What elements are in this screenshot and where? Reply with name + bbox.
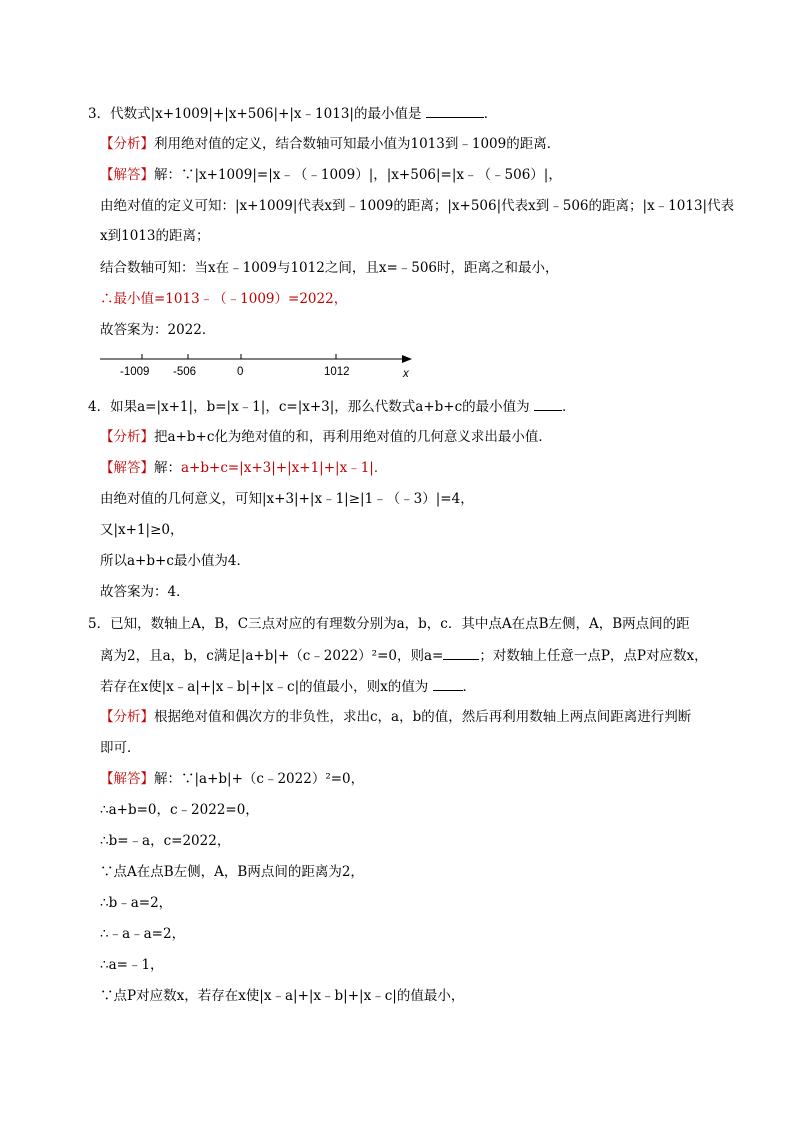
q5-step-4: ∴b﹣a=2， (100, 895, 173, 911)
q5-number: 5． (88, 616, 111, 632)
q5-step-3: ∵点A在点B左侧，A，B两点间的距离为2， (100, 864, 364, 880)
q3-number: 3． (88, 106, 111, 122)
q3-analysis: 利用绝对值的定义，结合数轴可知最小值为1013到﹣1009的距离． (154, 136, 561, 152)
q5-analysis-line2: 即可． (100, 740, 141, 756)
q3-answer-blank (426, 103, 484, 118)
q4-number: 4． (88, 399, 111, 415)
q4-stem: 如果a=|x+1|，b=|x﹣1|，c=|x+3|，那么代数式a+b+c的最小值为 (110, 399, 530, 415)
q4-stem-end: ． (561, 399, 576, 415)
q5-answer: 解：∵|a+b|+（c﹣2022）²=0， (154, 771, 365, 787)
tick-label-neg506: -506 (173, 366, 197, 378)
q5-answer-tag: 【解答】 (100, 771, 154, 787)
q3-answer-line (100, 165, 562, 185)
q5-step-1: ∴a+b=0，c﹣2022=0， (100, 802, 259, 818)
q4-stem-line (88, 396, 575, 417)
q4-final: 故答案为：4． (100, 584, 190, 600)
q4-answer-lead: 解： (154, 460, 181, 476)
tick-label-1012: 1012 (324, 366, 350, 378)
tick-label-neg1009: -1009 (120, 366, 150, 378)
q3-stem: 代数式|x+1009|+|x+506|+|x﹣1013|的最小值是 (110, 106, 422, 122)
axis-label-x: x (403, 368, 409, 380)
q5-answer-line (100, 769, 364, 789)
q4-line4: 又|x+1|≥0， (100, 522, 184, 538)
q5-answer-blank-x (433, 676, 463, 691)
q5-answer-blank-a (443, 645, 479, 660)
q3-line3: 由绝对值的定义可知：|x+1009|代表x到﹣1009的距离；|x+506|代表x到﹣506的距离；|x﹣1013|代表 (100, 198, 735, 214)
q5-stem3b: ． (462, 679, 477, 695)
q5-stem-line1 (88, 614, 690, 634)
q5-stem3a: 若存在x使|x﹣a|+|x﹣b|+|x﹣c|的值最小，则x的值为 (100, 679, 429, 695)
q3-line5: 结合数轴可知：当x在﹣1009与1012之间，且x=﹣506时，距离之和最小， (100, 260, 559, 276)
q3-stem-line (88, 103, 497, 124)
q4-analysis-tag: 【分析】 (100, 429, 154, 445)
q5-step-6: ∴a=﹣1， (100, 957, 164, 973)
q4-answer-blank (534, 396, 562, 411)
q4-line5: 所以a+b+c最小值为4． (100, 553, 250, 569)
q5-stem1: 已知，数轴上A，B，C三点对应的有理数分别为a，b，c．其中点A在点B左侧，A，B两点间的距 (110, 616, 690, 632)
q3-line4: x到1013的距离； (100, 228, 210, 244)
q5-step-2: ∴b=﹣a，c=2022， (100, 833, 231, 849)
number-line-arrow (402, 355, 412, 363)
q5-analysis1: 根据绝对值和偶次方的非负性，求出c，a，b的值，然后再利用数轴上两点间距离进行判断 (154, 709, 692, 725)
q4-analysis: 把a+b+c化为绝对值的和，再利用绝对值的几何意义求出最小值． (154, 429, 552, 445)
q4-answer: a+b+c=|x+3|+|x+1|+|x﹣1|． (181, 460, 388, 476)
q3-analysis-tag: 【分析】 (100, 136, 154, 152)
q5-analysis-tag: 【分析】 (100, 709, 154, 725)
q3-answer-tag: 【解答】 (100, 167, 154, 183)
number-line (98, 345, 428, 387)
q3-line6: ∴最小值=1013﹣（﹣1009）=2022， (100, 291, 348, 307)
q5-stem-line2 (100, 645, 708, 666)
q5-stem2b: ；对数轴上任意一点P，点P对应数x， (479, 648, 708, 664)
q5-stem2a: 离为2，且a，b，c满足|a+b|+（c﹣2022）²=0，则a= (100, 648, 444, 664)
q4-line3: 由绝对值的几何意义，可知|x+3|+|x﹣1|≥|1﹣（﹣3）|=4， (100, 491, 474, 507)
q3-stem-end: ． (483, 106, 498, 122)
q3-analysis-line (100, 134, 560, 154)
q5-step-5: ∴﹣a﹣a=2， (100, 926, 186, 942)
q3-answer: 解：∵|x+1009|=|x﹣（﹣1009）|，|x+506|=|x﹣（﹣506）|， (154, 167, 562, 183)
q4-answer-tag: 【解答】 (100, 460, 154, 476)
q4-analysis-line (100, 427, 552, 447)
q5-analysis-line1 (100, 707, 691, 727)
tick-label-zero: 0 (237, 366, 244, 378)
q5-step-7: ∵点P对应数x，若存在x使|x﹣a|+|x﹣b|+|x﹣c|的值最小， (100, 988, 465, 1004)
q5-stem-line3 (100, 676, 476, 697)
q3-final: 故答案为：2022． (100, 322, 216, 338)
q4-answer-line (100, 458, 387, 478)
